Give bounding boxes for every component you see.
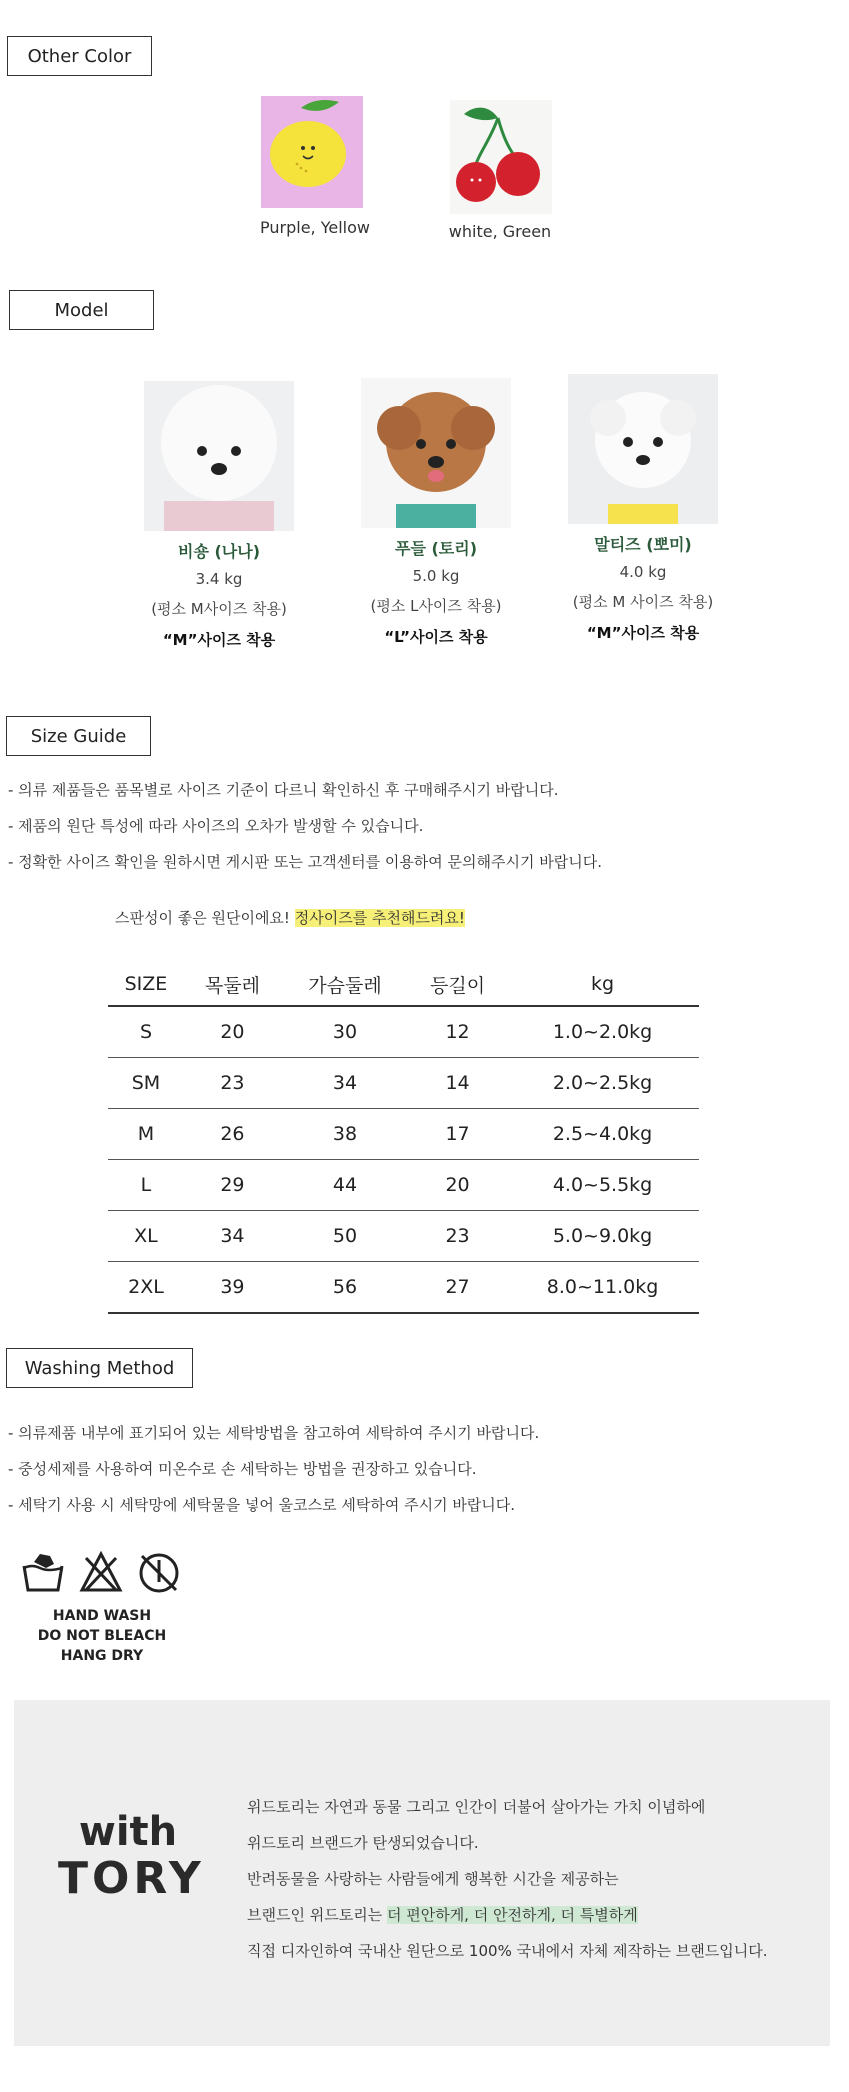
model-card-bichon (109, 381, 329, 650)
header-size: SIZE (108, 963, 184, 1006)
cell-kg: 4.0~5.5kg (506, 1160, 699, 1211)
model-usual-size: (평소 M사이즈 착용) (151, 600, 287, 618)
recommendation-text: 스판성이 좋은 원단이에요! (115, 909, 290, 927)
cell-back: 27 (409, 1262, 506, 1314)
model-worn-size: “M”사이즈 착용 (586, 624, 700, 642)
bichon-photo (144, 381, 294, 531)
cell-kg: 2.5~4.0kg (506, 1109, 699, 1160)
cell-neck: 26 (184, 1109, 281, 1160)
other-color-label: Other Color (7, 36, 152, 76)
cell-size: SM (108, 1058, 184, 1109)
model-card-maltese (533, 374, 753, 643)
cell-chest: 56 (281, 1262, 409, 1314)
cell-kg: 5.0~9.0kg (506, 1211, 699, 1262)
poodle-dog-icon (361, 378, 511, 528)
model-worn-size: “M”사이즈 착용 (162, 631, 276, 649)
cell-neck: 23 (184, 1058, 281, 1109)
cell-kg: 8.0~11.0kg (506, 1262, 699, 1314)
care-symbols (18, 1548, 188, 1600)
cell-chest: 34 (281, 1058, 409, 1109)
logo-with: with (78, 1809, 178, 1855)
size-table (108, 963, 699, 1314)
model-weight: 4.0 kg (619, 563, 667, 581)
cell-neck: 20 (184, 1006, 281, 1058)
model-usual-size: (평소 L사이즈 착용) (370, 597, 502, 615)
swatch-lemon[interactable] (261, 96, 363, 208)
model-name: 비숑 (나나) (177, 542, 261, 561)
cell-chest: 30 (281, 1006, 409, 1058)
cell-back: 12 (409, 1006, 506, 1058)
model-worn-size: “L”사이즈 착용 (384, 628, 488, 646)
cherry-icon (450, 100, 552, 214)
care-hang-dry: HANG DRY (60, 1648, 144, 1664)
header-kg: kg (506, 963, 699, 1006)
model-name: 푸들 (토리) (394, 539, 478, 558)
size-recommendation (115, 907, 465, 928)
brand-text: 반려동물을 사랑하는 사람들에게 행복한 시간을 제공하는 (247, 1870, 619, 1888)
table-row (108, 1006, 699, 1058)
poodle-photo (361, 378, 511, 528)
model-weight: 3.4 kg (195, 570, 243, 588)
care-labels (22, 1606, 182, 1666)
table-row (108, 1262, 699, 1314)
table-row (108, 1211, 699, 1262)
brand-text: 직접 디자인하여 국내산 원단으로 100% 국내에서 자체 제작하는 브랜드입니다. (247, 1942, 768, 1960)
size-note: - 의류 제품들은 품목별로 사이즈 기준이 다르니 확인하신 후 구매해주시기 바랍니다. (8, 781, 559, 799)
cell-size: 2XL (108, 1262, 184, 1314)
washing-method-label: Washing Method (6, 1348, 193, 1388)
cell-kg: 1.0~2.0kg (506, 1006, 699, 1058)
care-do-not-bleach: DO NOT BLEACH (37, 1628, 167, 1644)
table-row (108, 1109, 699, 1160)
cell-size: L (108, 1160, 184, 1211)
brand-text-highlight-line (247, 1904, 638, 1925)
cell-back: 14 (409, 1058, 506, 1109)
maltese-photo (568, 374, 718, 524)
brand-text: 브랜드인 위드토리는 (247, 1906, 383, 1924)
cell-size: S (108, 1006, 184, 1058)
do-not-bleach-icon (78, 1550, 124, 1596)
washing-note: - 세탁기 사용 시 세탁망에 세탁물을 넣어 울코스로 세탁하여 주시기 바랍니다. (8, 1496, 516, 1514)
lemon-icon (261, 96, 363, 208)
cell-neck: 39 (184, 1262, 281, 1314)
cell-neck: 34 (184, 1211, 281, 1262)
washing-note: - 의류제품 내부에 표기되어 있는 세탁방법을 참고하여 세탁하여 주시기 바랍니다. (8, 1424, 540, 1442)
header-neck: 목둘레 (184, 963, 281, 1006)
header-back: 등길이 (409, 963, 506, 1006)
cell-chest: 50 (281, 1211, 409, 1262)
brand-text: 위드토리는 자연과 동물 그리고 인간이 더불어 살아가는 가치 이념하에 (247, 1798, 706, 1816)
size-table-header (108, 963, 699, 1006)
washing-note: - 중성세제를 사용하여 미온수로 손 세탁하는 방법을 권장하고 있습니다. (8, 1460, 477, 1478)
hand-wash-icon (20, 1550, 66, 1596)
swatch-cherry[interactable] (450, 100, 552, 214)
cell-back: 23 (409, 1211, 506, 1262)
size-note: - 제품의 원단 특성에 따라 사이즈의 오차가 발생할 수 있습니다. (8, 817, 424, 835)
cell-chest: 38 (281, 1109, 409, 1160)
cell-size: M (108, 1109, 184, 1160)
model-weight: 5.0 kg (412, 567, 460, 585)
brand-logo (58, 1809, 205, 1904)
cell-kg: 2.0~2.5kg (506, 1058, 699, 1109)
maltese-dog-icon (568, 374, 718, 524)
bichon-dog-icon (144, 381, 294, 531)
size-note: - 정확한 사이즈 확인을 원하시면 게시판 또는 고객센터를 이용하여 문의해주시기 바랍니다. (8, 853, 602, 871)
cell-neck: 29 (184, 1160, 281, 1211)
brand-highlight: 더 편안하게, 더 안전하게, 더 특별하게 (386, 1906, 638, 1924)
header-chest: 가슴둘레 (281, 963, 409, 1006)
cell-size: XL (108, 1211, 184, 1262)
model-name: 말티즈 (뽀미) (594, 535, 692, 554)
table-row (108, 1160, 699, 1211)
model-usual-size: (평소 M 사이즈 착용) (572, 593, 714, 611)
brand-text: 위드토리 브랜드가 탄생되었습니다. (247, 1834, 479, 1852)
cell-back: 17 (409, 1109, 506, 1160)
swatch-lemon-caption: Purple, Yellow (260, 218, 370, 237)
model-card-poodle (326, 378, 546, 647)
hang-dry-icon (136, 1550, 182, 1596)
size-guide-label: Size Guide (6, 716, 151, 756)
table-row (108, 1058, 699, 1109)
model-label: Model (9, 290, 154, 330)
recommendation-highlight: 정사이즈를 추천해드려요! (294, 909, 465, 927)
logo-tory: TORY (58, 1853, 205, 1904)
swatch-cherry-caption: white, Green (448, 222, 552, 241)
care-hand-wash: HAND WASH (52, 1608, 152, 1624)
cell-chest: 44 (281, 1160, 409, 1211)
cell-back: 20 (409, 1160, 506, 1211)
